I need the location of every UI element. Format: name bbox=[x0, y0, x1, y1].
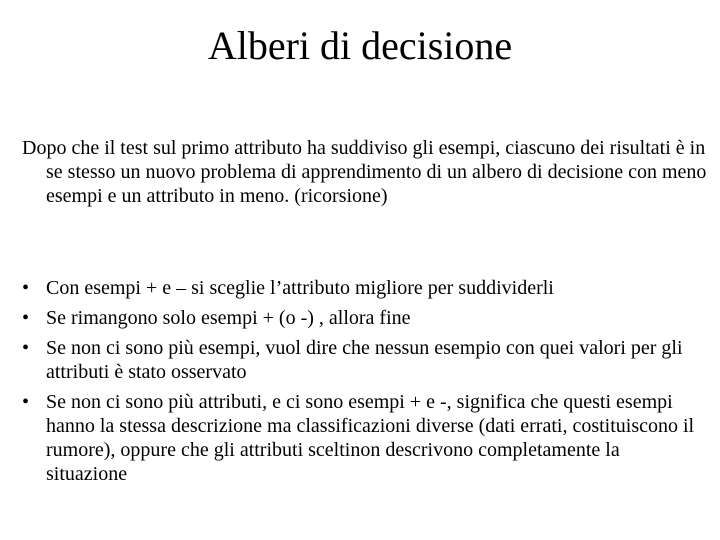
bullet-icon: • bbox=[22, 337, 30, 359]
bullet-text: Se rimangono solo esempi + (o -) , allora fine bbox=[46, 307, 411, 329]
bullet-text: Se non ci sono più esempi, vuol dire che nessun esempio con quei valori per gli attributi è stato osservato bbox=[46, 337, 683, 383]
intro-paragraph: Dopo che il test sul primo attributo ha suddiviso gli esempi, ciascuno dei risultati è in se stesso un nuovo problema di apprendimento di un albero di decisione con meno esempi e un attributo in meno. (ricorsione) bbox=[22, 137, 707, 207]
bullet-text: Con esempi + e – si sceglie l’attributo migliore per suddividerli bbox=[46, 277, 554, 299]
bullet-item bbox=[22, 306, 702, 330]
bullet-item bbox=[22, 390, 702, 486]
bullet-item bbox=[22, 276, 702, 300]
bullet-icon: • bbox=[22, 307, 30, 329]
bullet-icon: • bbox=[22, 277, 30, 299]
bullet-text: Se non ci sono più attributi, e ci sono esempi + e -, significa che questi esempi hanno la stessa descrizione ma classificazioni diverse (dati errati, costituiscono il rumore), oppure che gli attributi sceltinon descrivono completamente la situazione bbox=[46, 391, 695, 485]
bullet-item bbox=[22, 336, 702, 384]
bullet-list bbox=[22, 276, 702, 492]
bullet-icon: • bbox=[22, 391, 30, 413]
slide-title: Alberi di decisione bbox=[207, 23, 513, 68]
